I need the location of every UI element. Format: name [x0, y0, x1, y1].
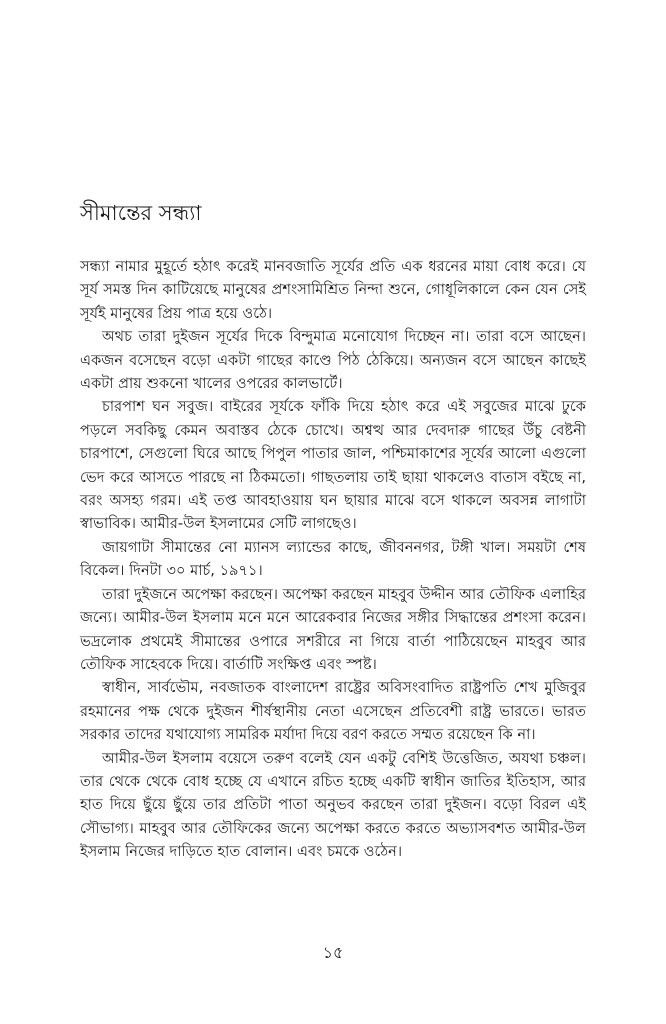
paragraph: স্বাধীন, সার্বভৌম, নবজাতক বাংলাদেশ রাষ্ট্রের অবিসংবাদিত রাষ্ট্রপতি শেখ মুজিবুর রহমানের পক্ষ থেকে দুইজন শীর্ষস্থানীয় নেতা এসেছেন প্রতিবেশী রাষ্ট্র ভারতে। ভারত সরকার তাদের যথাযোগ্য সামরিক মর্যাদা দিয়ে বরণ করতে সম্মত রয়েছেন কি না। [80, 679, 586, 744]
paragraph: চারপাশ ঘন সবুজ। বাইরের সূর্যকে ফাঁকি দিয়ে হঠাৎ করে এই সবুজের মাঝে ঢুকে পড়লে সবকিছু কেমন অবাস্তব ঠেকে চোখে। অশ্বত্থ আর দেবদারু গাছের উঁচু বেষ্টনী চারপাশে, সেগুলো ঘিরে আছে পিপুল পাতার জাল, পশ্চিমাকাশের সূর্যের আলো এগুলো ভেদ করে আসতে পারছে না ঠিকমতো। গাছতলায় তাই ছায়া থাকলেও বাতাস বইছে না, বরং অসহ্য গরম। এই তপ্ত আবহাওয়ায় ঘন ছায়ার মাঝে বসে থাকলে অবসন্ন লাগাটা স্বাভাবিক। আমীর-উল ইসলামের সেটি লাগছেও। [80, 398, 586, 533]
paragraph: তারা দুইজনে অপেক্ষা করছেন। অপেক্ষা করছেন মাহবুব উদ্দীন আর তৌফিক এলাহির জন্যে। আমীর-উল ইসলাম মনে মনে আরেকবার নিজের সঙ্গীর সিদ্ধান্তের প্রশংসা করেন। ভদ্রলোক প্রথমেই সীমান্তের ওপারে সশরীরে না গিয়ে বার্তা পাঠিয়েছেন মাহবুব আর তৌফিক সাহেবকে দিয়ে। বার্তাটি সংক্ষিপ্ত এবং স্পষ্ট। [80, 585, 586, 673]
chapter-body [80, 255, 586, 864]
paragraph: জায়গাটা সীমান্তের নো ম্যানস ল্যান্ডের কাছে, জীবননগর, টঙ্গী খাল। সময়টা শেষ বিকেল। দিনটা ৩০ মার্চ, ১৯৭১। [80, 538, 586, 580]
paragraph: সন্ধ্যা নামার মুহূর্তে হঠাৎ করেই মানবজাতি সূর্যের প্রতি এক ধরনের মায়া বোধ করে। যে সূর্য সমস্ত দিন কাটিয়েছে মানুষের প্রশংসামিশ্রিত নিন্দা শুনে, গোধূলিকালে কেন যেন সেই সূর্যই মানুষের প্রিয় পাত্র হয়ে ওঠে। [80, 258, 586, 322]
page-number: ১৫ [322, 943, 344, 962]
paragraph: অথচ তারা দুইজন সূর্যের দিকে বিন্দুমাত্র মনোযোগ দিচ্ছেন না। তারা বসে আছেন। একজন বসেছেন বড়ো একটা গাছের কাণ্ডে পিঠ ঠেকিয়ে। অন্যজন বসে আছেন কাছেই একটা প্রায় শুকনো খালের ওপরের কালভার্টে। [80, 328, 586, 393]
chapter-title: সীমান্তের সন্ধ্যা [80, 201, 202, 225]
paragraph: আমীর-উল ইসলাম বয়েসে তরুণ বলেই যেন একটু বেশিই উত্তেজিত, অযথা চঞ্চল। তার থেকে থেকে বোধ হচ্ছে যে এখানে রচিত হচ্ছে একটি স্বাধীন জাতির ইতিহাস, আর হাত দিয়ে ছুঁয়ে ছুঁয়ে তার প্রতিটা পাতা অনুভব করছেন তারা দুইজন। বড়ো বিরল এই সৌভাগ্য। মাহবুব আর তৌফিকের জন্যে অপেক্ষা করতে করতে অভ্যাসবশত আমীর-উল ইসলাম নিজের দাড়িতে হাত বোলান। এবং চমকে ওঠেন। [80, 749, 586, 861]
